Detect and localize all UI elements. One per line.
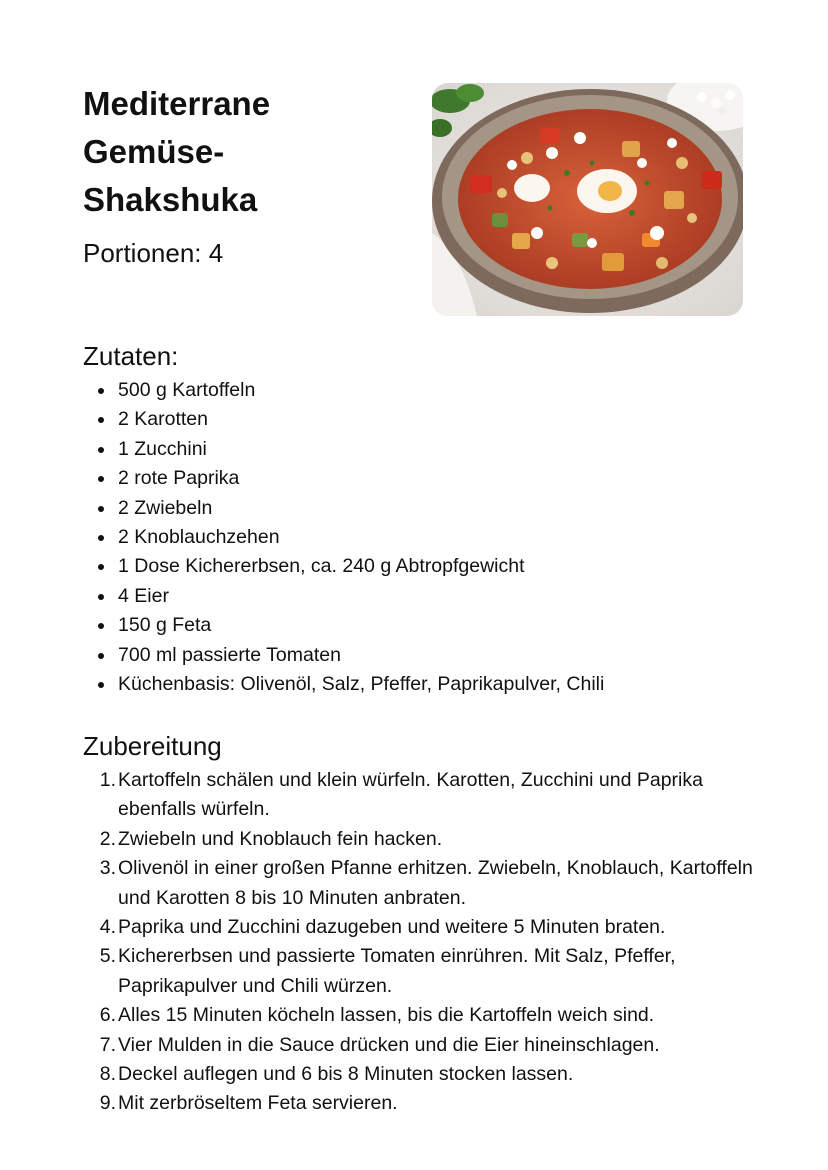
step-item (83, 1031, 753, 1060)
ingredient-item: 700 ml passierte Tomaten (83, 641, 753, 670)
ingredient-item: 2 rote Paprika (83, 464, 753, 493)
step-text: Mit zerbröseltem Feta servieren. (118, 1092, 398, 1115)
step-text: Alles 15 Minuten köcheln lassen, bis die Kartoffeln weich sind. (118, 1004, 655, 1027)
ingredient-item: 2 Knoblauchzehen (83, 523, 753, 552)
step-text: Kichererbsen und passierte Tomaten einrühren. Mit Salz, Pfeffer, Paprikapulver und Chili würzen. (118, 945, 676, 997)
ingredient-item: 150 g Feta (83, 611, 753, 640)
step-text: Olivenöl in einer großen Pfanne erhitzen. Zwiebeln, Knoblauch, Kartoffeln und Karotten 8 bis 10 Minuten anbraten. (118, 857, 753, 909)
step-number: 6. (99, 1004, 116, 1027)
step-number: 1. (99, 769, 116, 791)
ingredient-list (83, 376, 753, 699)
step-item (83, 1060, 753, 1089)
step-number: 3. (99, 857, 116, 880)
step-text: Kartoffeln schälen und klein würfeln. Karotten, Zucchini und Paprika ebenfalls würfeln. (118, 769, 703, 821)
step-item (83, 1089, 753, 1118)
step-number: 9. (99, 1092, 116, 1115)
shakshuka-photo-icon (432, 83, 743, 316)
preparation-steps (83, 766, 753, 1119)
step-number: 8. (99, 1063, 116, 1086)
step-text: Deckel auflegen und 6 bis 8 Minuten stocken lassen. (118, 1063, 574, 1086)
step-text: Vier Mulden in die Sauce drücken und die Eier hineinschlagen. (118, 1033, 660, 1056)
ingredient-item: 500 g Kartoffeln (83, 376, 753, 405)
ingredient-item: 2 Zwiebeln (83, 494, 753, 523)
preparation-heading: Zubereitung (83, 731, 222, 761)
portions-label: Portionen: 4 (83, 238, 224, 268)
step-number: 7. (99, 1033, 116, 1056)
step-item (83, 766, 753, 825)
step-item (83, 825, 753, 854)
step-item (83, 913, 753, 942)
step-item (83, 854, 753, 913)
step-item (83, 942, 753, 1001)
step-text: Zwiebeln und Knoblauch fein hacken. (118, 827, 443, 850)
ingredient-item: Küchenbasis: Olivenöl, Salz, Pfeffer, Paprikapulver, Chili (83, 670, 753, 699)
step-item (83, 1001, 753, 1030)
step-number: 4. (99, 916, 116, 939)
ingredient-item: 4 Eier (83, 582, 753, 611)
step-number: 2. (99, 827, 116, 850)
step-text: Paprika und Zucchini dazugeben und weitere 5 Minuten braten. (118, 916, 666, 939)
ingredients-heading: Zutaten: (83, 341, 179, 371)
step-number: 5. (99, 945, 116, 968)
ingredient-item: 2 Karotten (83, 405, 753, 434)
ingredient-item: 1 Dose Kichererbsen, ca. 240 g Abtropfgewicht (83, 552, 753, 581)
ingredient-item: 1 Zucchini (83, 435, 753, 464)
recipe-title: Mediterrane Gemüse-Shakshuka (83, 85, 271, 218)
